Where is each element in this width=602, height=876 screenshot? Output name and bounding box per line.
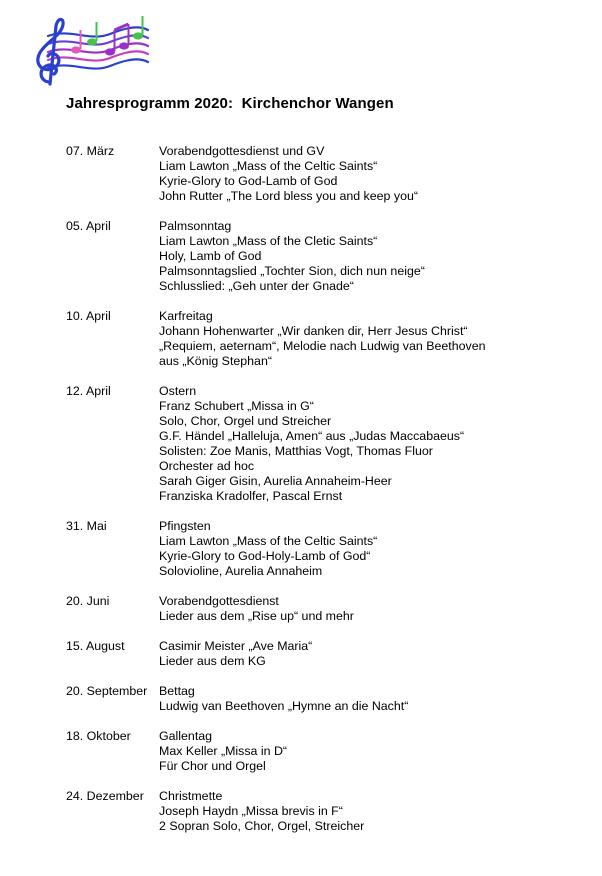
- event-row: [66, 789, 586, 834]
- event-date: 18. Oktober: [66, 729, 131, 743]
- event-detail-line: Casimir Meister „Ave Maria“: [159, 639, 313, 653]
- event-detail-line: „Requiem, aeternam“, Melodie nach Ludwig van Beethoven: [159, 339, 486, 353]
- event-date: 12. April: [66, 384, 111, 398]
- event-detail-line: Sarah Giger Gisin, Aurelia Annaheim-Heer: [159, 474, 392, 488]
- event-detail-line: Schlusslied: „Geh unter der Gnade“: [159, 279, 354, 293]
- event-detail-line: Vorabendgottesdienst: [159, 594, 279, 608]
- event-date: 15. August: [66, 639, 125, 653]
- event-detail-line: Palmsonntag: [159, 219, 232, 233]
- event-detail-line: Kyrie-Glory to God-Holy-Lamb of God“: [159, 549, 371, 563]
- event-detail-line: Pfingsten: [159, 519, 211, 533]
- event-details: [159, 384, 586, 504]
- event-detail-line: aus „König Stephan“: [159, 354, 272, 368]
- event-details: [159, 144, 586, 204]
- event-detail-line: G.F. Händel „Halleluja, Amen“ aus „Judas Maccabaeus“: [159, 429, 465, 443]
- event-detail-line: Franziska Kradolfer, Pascal Ernst: [159, 489, 343, 503]
- event-detail-line: Ludwig van Beethoven „Hymne an die Nacht“: [159, 699, 409, 713]
- event-detail-line: Johann Hohenwarter „Wir danken dir, Herr Jesus Christ“: [159, 324, 468, 338]
- event-detail-line: Palmsonntagslied „Tochter Sion, dich nun neige“: [159, 264, 425, 278]
- event-details: [159, 684, 586, 714]
- event-date: 10. April: [66, 309, 111, 323]
- event-detail-line: 2 Sopran Solo, Chor, Orgel, Streicher: [159, 819, 365, 833]
- event-detail-line: Solisten: Zoe Manis, Matthias Vogt, Thomas Fluor: [159, 444, 433, 458]
- music-notes-staff-icon: [30, 12, 152, 88]
- event-details: [159, 594, 586, 624]
- event-detail-line: Für Chor und Orgel: [159, 759, 266, 773]
- event-date: 20. Juni: [66, 594, 110, 608]
- event-detail-line: Franz Schubert „Missa in G“: [159, 399, 314, 413]
- event-detail-line: Ostern: [159, 384, 197, 398]
- event-list: [66, 144, 586, 834]
- event-row: [66, 309, 586, 369]
- event-row: [66, 729, 586, 774]
- event-detail-line: Lieder aus dem KG: [159, 654, 266, 668]
- event-detail-line: Max Keller „Missa in D“: [159, 744, 288, 758]
- event-row: [66, 144, 586, 204]
- event-detail-line: Bettag: [159, 684, 195, 698]
- event-detail-line: Joseph Haydn „Missa brevis in F“: [159, 804, 343, 818]
- page-title: Jahresprogramm 2020: Kirchenchor Wangen: [66, 95, 394, 112]
- event-date: 24. Dezember: [66, 789, 144, 803]
- event-row: [66, 219, 586, 294]
- event-detail-line: Gallentag: [159, 729, 213, 743]
- event-details: [159, 639, 586, 669]
- event-row: [66, 684, 586, 714]
- event-row: [66, 519, 586, 579]
- event-detail-line: Liam Lawton „Mass of the Cletic Saints“: [159, 234, 378, 248]
- event-detail-line: Vorabendgottesdienst und GV: [159, 144, 325, 158]
- event-details: [159, 729, 586, 774]
- event-date: 20. September: [66, 684, 148, 698]
- event-row: [66, 639, 586, 669]
- event-detail-line: Solo, Chor, Orgel und Streicher: [159, 414, 332, 428]
- event-details: [159, 519, 586, 579]
- event-row: [66, 384, 586, 504]
- event-details: [159, 309, 586, 369]
- event-detail-line: Solovioline, Aurelia Annaheim: [159, 564, 323, 578]
- event-detail-line: Orchester ad hoc: [159, 459, 255, 473]
- event-date: 05. April: [66, 219, 111, 233]
- event-date: 07. März: [66, 144, 115, 158]
- event-detail-line: Lieder aus dem „Rise up“ und mehr: [159, 609, 354, 623]
- event-details: [159, 219, 586, 294]
- event-detail-line: Karfreitag: [159, 309, 213, 323]
- event-date: 31. Mai: [66, 519, 107, 533]
- event-detail-line: Kyrie-Glory to God-Lamb of God: [159, 174, 338, 188]
- event-detail-line: Christmette: [159, 789, 223, 803]
- event-detail-line: Liam Lawton „Mass of the Celtic Saints“: [159, 159, 378, 173]
- event-detail-line: Holy, Lamb of God: [159, 249, 262, 263]
- event-row: [66, 594, 586, 624]
- event-detail-line: John Rutter „The Lord bless you and keep you“: [159, 189, 418, 203]
- event-detail-line: Liam Lawton „Mass of the Celtic Saints“: [159, 534, 378, 548]
- event-details: [159, 789, 586, 834]
